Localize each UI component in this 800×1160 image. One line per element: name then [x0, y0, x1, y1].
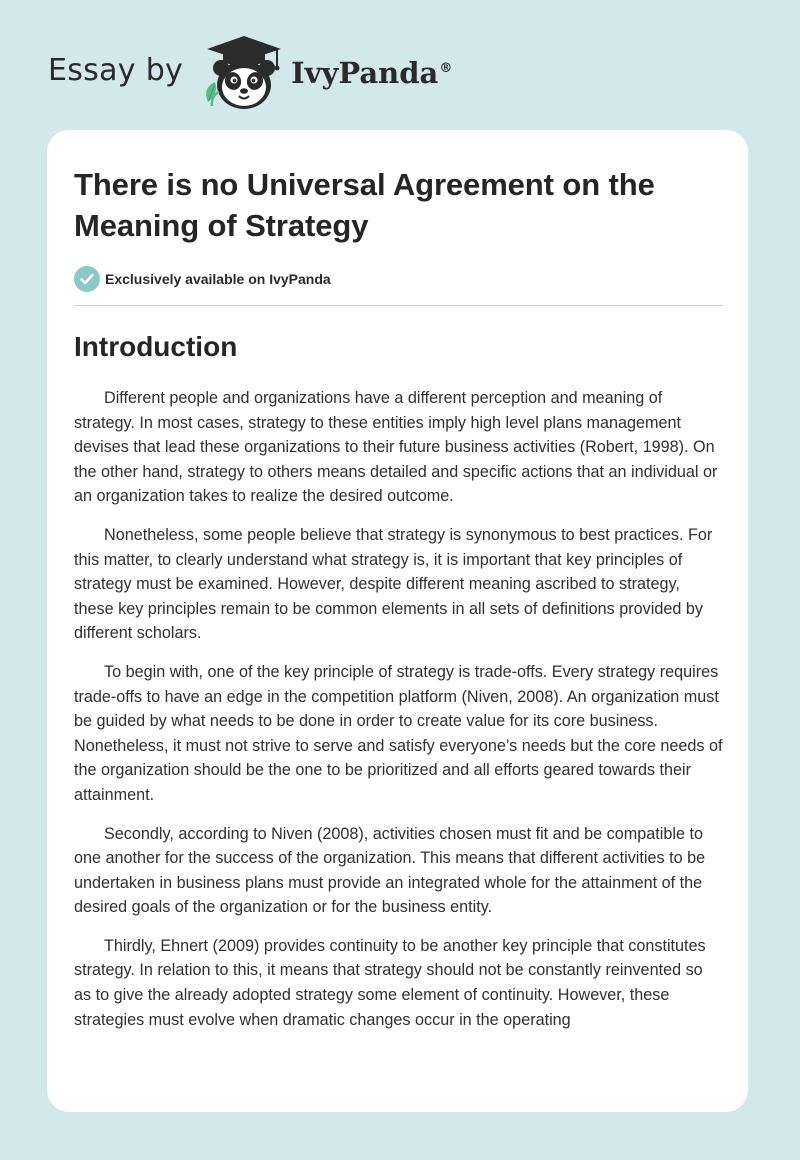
paragraph: Different people and organizations have a different perception and meaning of strategy. In most cases, strategy to these entities imply high level plans management devises that lead these organizations to their future business activities (Robert, 1998). On the other hand, strategy to others means detailed and specific actions that an individual or an organization takes to realize the desired outcome.: [74, 389, 718, 506]
essay-by-label: Essay by: [48, 52, 184, 88]
essay-body: [74, 386, 723, 1032]
paragraph: Nonetheless, some people believe that strategy is synonymous to best practices. For this matter, to clearly understand what strategy is, it is important that key principles of strategy must be examined. However, despite different meaning ascribed to strategy, these key principles remain to be common elements in all sets of definitions provided by different scholars.: [74, 525, 713, 643]
paragraph: Secondly, according to Niven (2008), activities chosen must fit and be compatible to one another for the success of the organization. This means that different activities to be undertaken in business plans must provide an integrated whole for the attainment of the desired goals of the organization or for the business entity.: [74, 824, 706, 917]
title-divider: [74, 305, 723, 306]
check-circle-icon: [74, 266, 100, 292]
essay-content: [74, 164, 723, 1046]
site-header: [48, 30, 452, 114]
exclusive-badge: [74, 266, 723, 292]
exclusive-label: Exclusively available on IvyPanda: [105, 271, 331, 287]
brand-name[interactable]: IvyPanda®: [291, 56, 453, 90]
section-heading-introduction: Introduction: [74, 331, 238, 362]
registered-mark: ®: [439, 61, 453, 77]
essay-card: [47, 130, 748, 1112]
panda-graduate-icon: [199, 30, 289, 114]
paragraph: To begin with, one of the key principle of strategy is trade-offs. Every strategy requires trade-offs to have an edge in the competition platform (Niven, 2008). An organization must be guided by what needs to be done in order to create value for its core business. Nonetheless, it must not strive to serve and satisfy everyone’s needs but the core needs of the organization should be the one to be prioritized and all efforts geared towards their attainment.: [74, 662, 723, 804]
essay-title: There is no Universal Agreement on the Meaning of Strategy: [74, 167, 655, 243]
paragraph: Thirdly, Ehnert (2009) provides continuity to be another key principle that constitutes strategy. In relation to this, it means that strategy should not be constantly reinvented so as to give the already adopted strategy some element of continuity. However, these strategies must evolve when dramatic changes occur in the operating: [74, 936, 706, 1029]
